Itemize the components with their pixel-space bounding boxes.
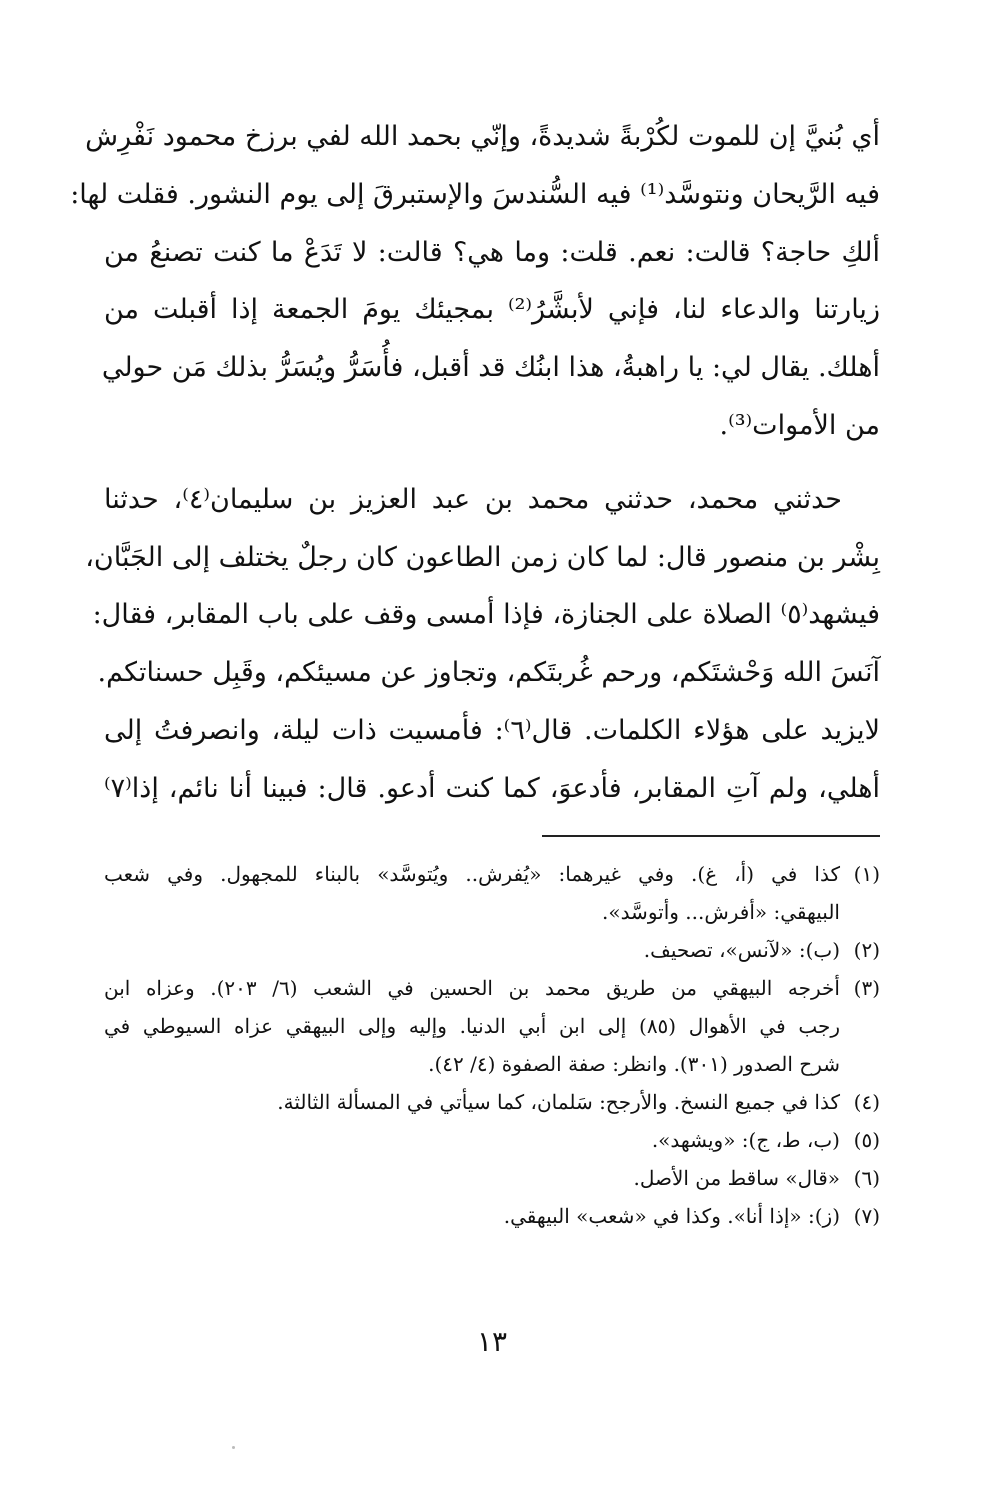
footnote-body <box>104 969 840 1083</box>
text-line: ألكِ حاجة؟ قالت: نعم. قلت: وما هي؟ قالت: لا تَدَعْ ما كنت تصنعُ من <box>104 236 880 268</box>
footnote-number: (٤) <box>853 1090 880 1114</box>
paragraph-1 <box>70 108 880 455</box>
text-line: أهلك. يقال لي: يا راهبةُ، هذا ابنُك قد أقبل، فأُسَرُّ ويُسَرُّ بذلك مَن حولي <box>101 352 880 384</box>
footnotes <box>104 855 880 1235</box>
text-line: بِشْر بن منصور قال: لما كان زمن الطاعون كان رجلٌ يختلف إلى الجَبَّان، <box>85 541 880 573</box>
footnote-line: «قال» ساقط من الأصل. <box>633 1166 840 1190</box>
footnote-line: رجب في الأهوال (٨٥) إلى ابن أبي الدنيا. وإليه وإلى البيهقي عزاه السيوطي في <box>104 1014 840 1038</box>
footnote-line: شرح الصدور (٣٠١). وانظر: صفة الصفوة (٤/ ٤٢). <box>428 1052 840 1076</box>
footnote-number: (٥) <box>853 1128 880 1152</box>
footnote-line: (ب، ط، ج): «ويشهد». <box>651 1128 840 1152</box>
text-line: لايزيد على هؤلاء الكلمات. قال⁽٦⁾: فأمسيت ذات ليلة، وانصرفتُ إلى <box>104 714 880 746</box>
paragraph-2 <box>85 471 880 818</box>
footnote-line: كذا في جميع النسخ. والأرجح: سَلمان، كما سيأتي في المسألة الثالثة. <box>277 1090 840 1114</box>
footnote-line: (ب): «لآنس»، تصحيف. <box>643 938 840 962</box>
text-line: من الأموات⁽³⁾. <box>719 409 880 441</box>
footnote-body <box>104 855 840 931</box>
footnote-number: (٢) <box>853 938 880 962</box>
footnote-line: البيهقي: «أفرش... وأتوسَّد». <box>601 900 840 924</box>
footnote-separator <box>542 835 880 837</box>
text-line: أهلي، ولم آتِ المقابر، فأدعوَ، كما كنت أدعو. قال: فبينا أنا نائم، إذا⁽٧⁾ <box>104 772 880 804</box>
footnote-7 <box>104 1197 880 1235</box>
footnote-number: (٣) <box>853 976 880 1000</box>
footnote-2 <box>104 931 880 969</box>
text-line: فيشهد⁽٥⁾ الصلاة على الجنازة، فإذا أمسى وقف على باب المقابر، فقال: <box>92 599 880 631</box>
text-line: آنَسَ الله وَحْشتَكم، ورحم غُربتَكم، وتجاوز عن مسيئكم، وقَبِل حسناتكم. <box>97 657 880 689</box>
footnote-line: كذا في (أ، غ). وفي غيرهما: «يُفرش.. ويُتوسَّد» بالبناء للمجهول. وفي شعب <box>104 862 840 886</box>
footnote-body <box>104 1083 840 1121</box>
footnote-line: أخرجه البيهقي من طريق محمد بن الحسين في الشعب (٦/ ٢٠٣). وعزاه ابن <box>104 976 840 1000</box>
footnote-body <box>104 1121 840 1159</box>
text-line: فيه الرَّيحان ونتوسَّد⁽¹⁾ فيه السُّندسَ والإستبرقَ إلى يوم النشور. فقلت لها: <box>70 178 880 210</box>
footnote-number: (١) <box>853 862 880 886</box>
text-line: حدثني محمد، حدثني محمد بن عبد العزيز بن سليمان⁽٤⁾، حدثنا <box>104 483 842 515</box>
main-text <box>70 108 880 818</box>
text-line: أي بُنيَّ إن للموت لكُرْبةً شديدةً، وإنّي بحمد الله لفي برزخ محمود نَفْرِش <box>85 121 880 152</box>
scan-speck <box>232 1446 235 1449</box>
footnote-body <box>104 1197 840 1235</box>
footnote-number: (٦) <box>853 1166 880 1190</box>
footnote-number: (٧) <box>853 1204 880 1228</box>
footnote-4 <box>104 1083 880 1121</box>
footnote-5 <box>104 1121 880 1159</box>
footnote-line: (ز): «إذا أنا». وكذا في «شعب» البيهقي. <box>503 1204 840 1228</box>
page-number: ١٣ <box>476 1325 508 1358</box>
footnote-6 <box>104 1159 880 1197</box>
footnote-3 <box>104 969 880 1083</box>
footnote-body <box>104 1159 840 1197</box>
footnote-body <box>104 931 840 969</box>
text-line: زيارتنا والدعاء لنا، فإني لأبشَّرُ⁽²⁾ بمجيئك يومَ الجمعة إذا أقبلت من <box>104 294 880 326</box>
footnote-1 <box>104 855 880 931</box>
